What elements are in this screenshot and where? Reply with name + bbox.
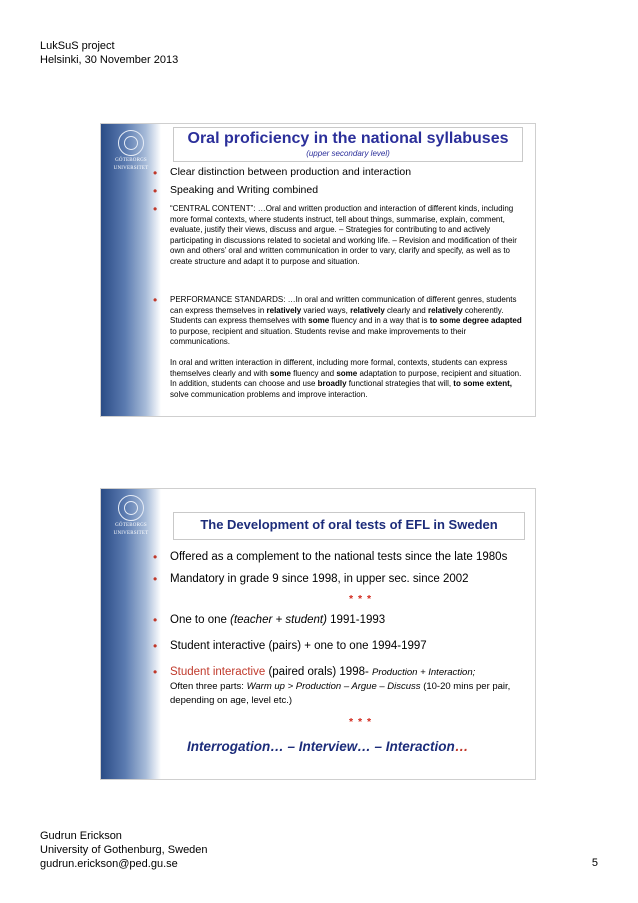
seal-icon (118, 130, 144, 156)
bullet-item: • PERFORMANCE STANDARDS: …In oral and written communication of different genres, students can express themselves in relatively varied ways, relatively clearly and relatively coherently. Students can express themselves with some fluency and in a way that is to some degree adapted to purpose, recipient and situation. Students revise and make improvements to their communications. (153, 293, 522, 346)
bullet-icon: • (153, 613, 158, 627)
page-header (40, 39, 178, 67)
separator-stars: * * * (349, 716, 373, 728)
closing-line: Interrogation… – Interview… – Interaction… (187, 739, 469, 754)
bullet-item: • One to one (teacher + student) 1991-1993 (153, 613, 386, 627)
event-date: Helsinki, 30 November 2013 (40, 54, 179, 66)
author-affiliation: University of Gothenburg, Sweden (40, 844, 208, 856)
bullet-item: • Clear distinction between production and interaction (153, 166, 412, 180)
logo-line1: GÖTEBORGS (115, 523, 147, 528)
page-number: 5 (591, 857, 598, 869)
bullet-icon: • (153, 184, 158, 198)
bullet-icon: • (153, 572, 158, 586)
bullet-item: • Student interactive (paired orals) 1998- Production + Interaction; Often three parts: Warm up > Production – Argue – Discuss (10-20 mins per pair, depending on age, level etc.) (153, 665, 511, 706)
slide-title: The Development of oral tests of EFL in Sweden (200, 517, 498, 532)
bullet-item: • Mandatory in grade 9 since 1998, in upper sec. since 2002 (153, 572, 469, 586)
bullet-item: • Speaking and Writing combined (153, 184, 319, 198)
page-footer (40, 829, 208, 871)
bullet-icon: • (153, 202, 158, 216)
bullet-icon: • (153, 550, 158, 564)
slide-subtitle: (upper secondary level) (306, 149, 390, 158)
logo-line2: UNIVERSITET (113, 166, 149, 171)
author-name: Gudrun Erickson (40, 830, 122, 842)
university-logo (109, 495, 153, 537)
bullet-icon: • (153, 293, 158, 307)
slide-1 (100, 123, 536, 417)
seal-icon (118, 495, 144, 521)
bullet-item: • Offered as a complement to the national tests since the late 1980s (153, 550, 508, 564)
slide-title: Oral proficiency in the national syllabuses (187, 130, 509, 147)
logo-line1: GÖTEBORGS (115, 158, 147, 163)
bullet-icon: • (153, 639, 158, 653)
bullet-item: • “CENTRAL CONTENT”: …Oral and written production and interaction of different kinds, including more formal contexts, where students instruct, tell about things, summarise, explain, comment, evaluate, justify their views, discuss and argue. – Strategies for contributing to and actively participating in discussions related to societal and working life. – Revision and modification of their own and others’ oral and written communication in order to vary, clarify and specify, as well as to create structure and adapt it to purpose and situation. (153, 202, 517, 266)
slide-title-box (173, 512, 525, 540)
bullet-icon: • (153, 665, 158, 679)
project-name: LukSuS project (40, 40, 115, 52)
slide-2 (100, 488, 536, 780)
slide-title-box (173, 127, 523, 162)
logo-line2: UNIVERSITET (113, 531, 149, 536)
bullet-icon: • (153, 166, 158, 180)
author-email: gudrun.erickson@ped.gu.se (40, 858, 178, 870)
paragraph: In oral and written interaction in different, including more formal, contexts, students can express themselves clearly and with some fluency and some adaptation to purpose, recipient and situation. In addition, students can choose and use broadly functional strategies that will, to some extent, solve communication problems and improve interaction. (170, 358, 522, 399)
separator-stars: * * * (349, 593, 373, 605)
bullet-item: • Student interactive (pairs) + one to one 1994-1997 (153, 639, 427, 653)
university-logo (109, 130, 153, 172)
